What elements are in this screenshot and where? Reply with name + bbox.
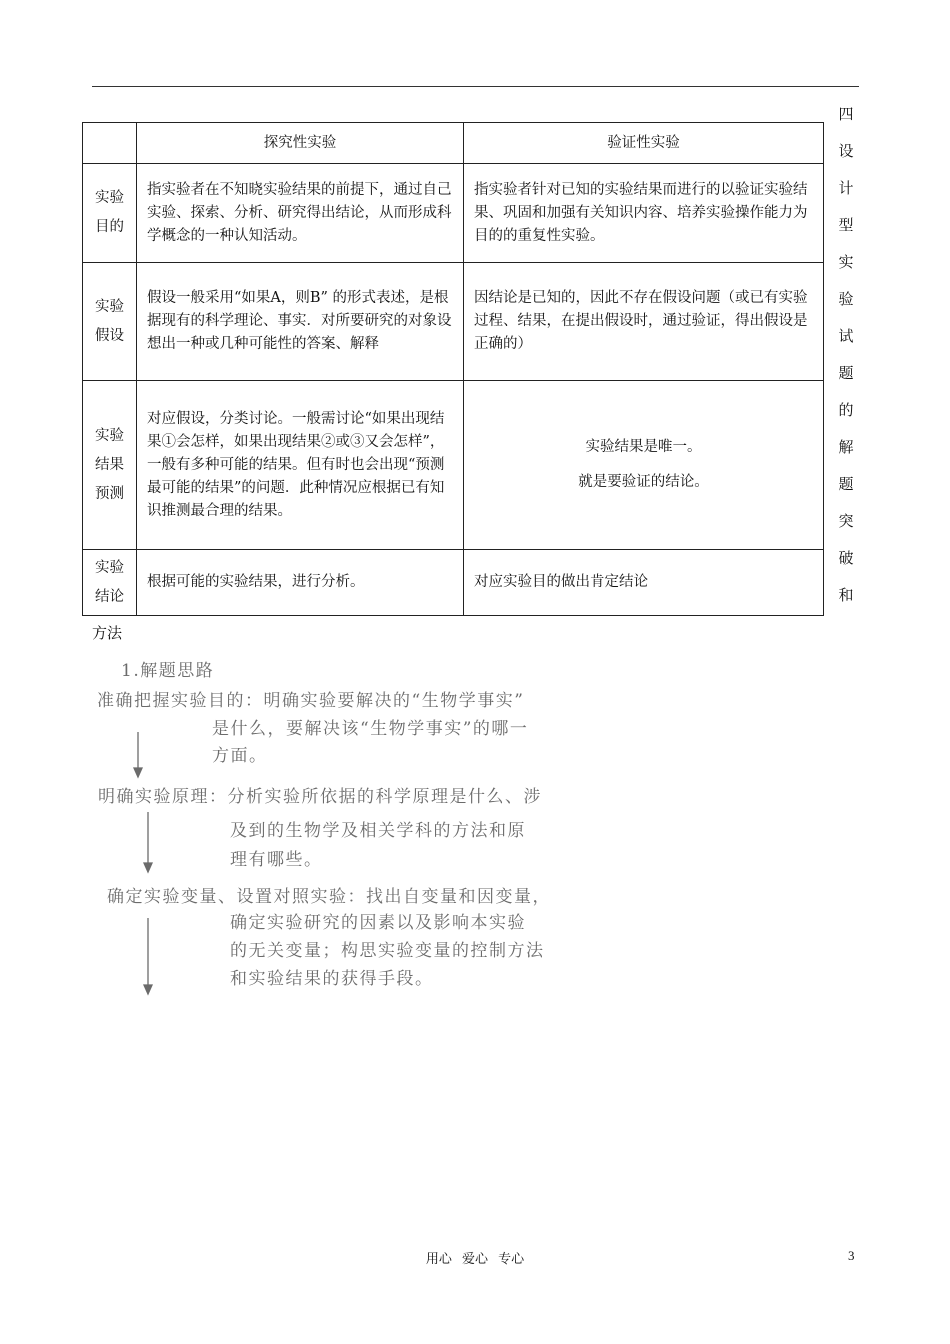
flow-arrow-1-head bbox=[134, 768, 142, 777]
table-cell: 指实验者针对已知的实验结果而进行的以验证实验结果、巩固和加强有关知识内容、培养实验操作能力为目的的重复性实验。 bbox=[464, 164, 824, 263]
table-cell: 对应假设，分类讨论。一般需讨论“如果出现结果①会怎样，如果出现结果②或③又会怎样”，一般有多种可能的结果。但有时也会出现“预测最可能的结果”的问题．此种情况应根据已有知识推测最合理的结果。 bbox=[137, 381, 464, 550]
row-header-conclusion: 实验 结论 bbox=[83, 550, 137, 616]
flow-step3-line2: 确定实验研究的因素以及影响本实验 bbox=[230, 913, 526, 933]
table-cell: 实验结果是唯一。 就是要验证的结论。 bbox=[464, 381, 824, 550]
footer-motto: 用心 爱心 专心 bbox=[425, 1252, 525, 1267]
table-row bbox=[83, 164, 824, 263]
column-header-exploratory: 探究性实验 bbox=[137, 123, 464, 164]
table-cell: 因结论是已知的，因此不存在假设问题（或已有实验过程、结果，在提出假设时，通过验证，得出假设是正确的） bbox=[464, 263, 824, 381]
flow-step2-line3: 理有哪些。 bbox=[230, 850, 323, 870]
flow-heading: 1.解题思路 bbox=[121, 661, 215, 681]
table-cell: 根据可能的实验结果，进行分析。 bbox=[137, 550, 464, 616]
table-cell: 指实验者在不知晓实验结果的前提下，通过自己实验、探索、分析、研究得出结论，从而形成科学概念的一种认知活动。 bbox=[137, 164, 464, 263]
comparison-table bbox=[82, 122, 824, 616]
corner-cell bbox=[83, 123, 137, 164]
column-header-verification: 验证性实验 bbox=[464, 123, 824, 164]
flow-step1-line2: 是什么，要解决该“生物学事实”的哪一 bbox=[212, 719, 529, 739]
row-header-prediction: 实验 结果 预测 bbox=[83, 381, 137, 550]
row-header-purpose: 实验 目的 bbox=[83, 164, 137, 263]
flow-step1-line3: 方面。 bbox=[212, 746, 268, 766]
flow-step2-line2: 及到的生物学及相关学科的方法和原 bbox=[230, 821, 526, 841]
table-row bbox=[83, 381, 824, 550]
table-row bbox=[83, 263, 824, 381]
flow-step3-line4: 和实验结果的获得手段。 bbox=[230, 969, 434, 989]
table-cell: 对应实验目的做出肯定结论 bbox=[464, 550, 824, 616]
row-header-hypothesis: 实验 假设 bbox=[83, 263, 137, 381]
scanned-flowchart bbox=[95, 652, 551, 1002]
flow-step1-line1: 准确把握实验目的：明确实验要解决的“生物学事实” bbox=[97, 691, 525, 711]
flow-step2-line1: 明确实验原理：分析实验所依据的科学原理是什么、涉 bbox=[98, 787, 542, 807]
page-number: 3 bbox=[848, 1248, 855, 1263]
flow-step3-line3: 的无关变量；构思实验变量的控制方法 bbox=[230, 941, 545, 961]
table-cell: 假设一般采用“如果A，则B” 的形式表述，是根据现有的科学理论、事实．对所要研究的对象设想出一种或几种可能性的答案、解释 bbox=[137, 263, 464, 381]
flow-arrow-3-head bbox=[144, 985, 152, 994]
header-rule bbox=[92, 86, 859, 87]
table-header-row bbox=[83, 123, 824, 164]
flow-arrow-2-head bbox=[144, 863, 152, 872]
flow-step3-line1: 确定实验变量、设置对照实验：找出自变量和因变量， bbox=[107, 887, 551, 907]
vertical-section-title: 四 设 计 型 实 验 试 题 的 解 题 突 破 和 bbox=[838, 105, 854, 604]
table-row bbox=[83, 550, 824, 616]
section-title-continuation: 方法 bbox=[92, 624, 123, 642]
